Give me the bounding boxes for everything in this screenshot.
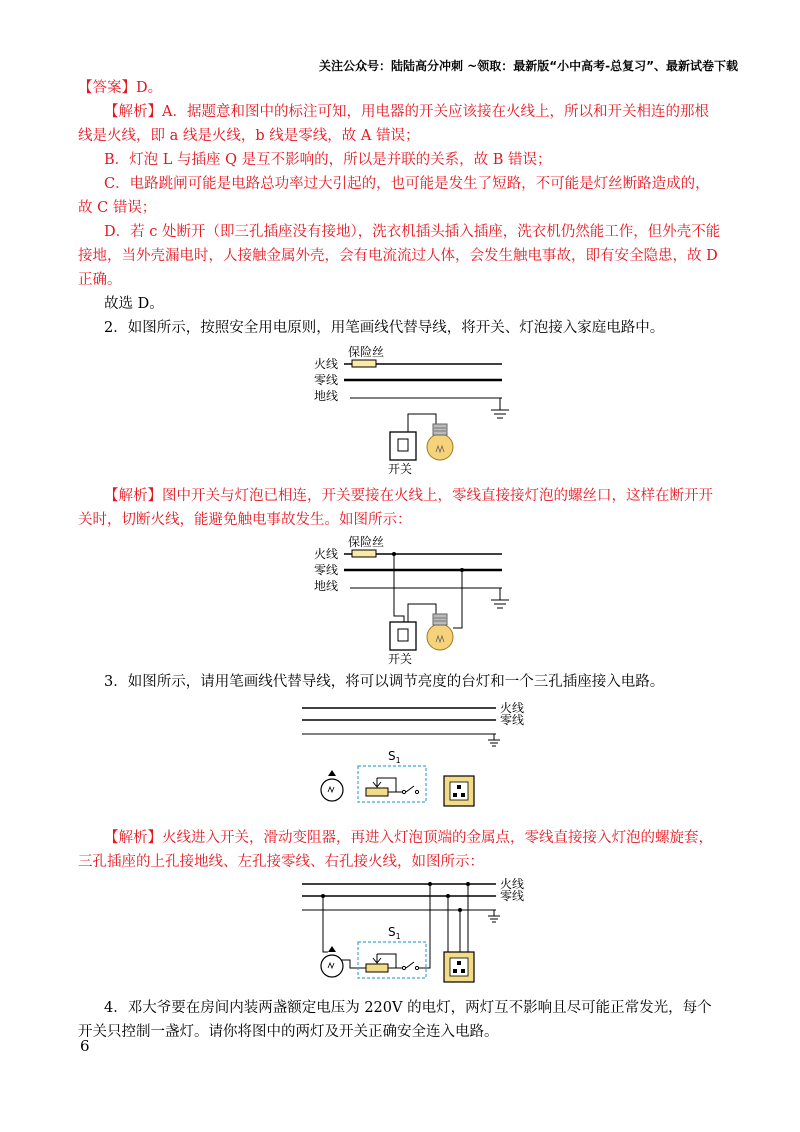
q3-question: 3．如图所示，请用笔画线代替导线，将可以调节亮度的台灯和一个三孔插座接入电路。 <box>104 674 665 690</box>
fuse-icon <box>352 550 376 557</box>
q1-analysis-a: 【解析】A．据题意和图中的标注可知，用电器的开关应该接在火线上，所以和开关相连的那根线是火线，即 a 线是火线，b 线是零线，故 A 错误； <box>78 104 709 144</box>
switch-icon <box>390 432 416 460</box>
three-hole-socket-icon <box>444 952 474 982</box>
q2a-neutral-label: 零线 <box>314 563 339 577</box>
switch-icon <box>390 622 416 650</box>
q1-analysis-b: B．灯泡 L 与插座 Q 是互不影响的，所以是并联的关系，故 B 错误； <box>104 152 552 168</box>
q3a-live-label: 火线 <box>500 877 525 891</box>
q3-analysis: 【解析】火线进入开关，滑动变阻器，再进入灯泡顶端的金属点，零线直接接入灯泡的螺旋套，三孔插座的上孔接地线、左孔接零线、右孔接火线，如图所示： <box>78 830 713 870</box>
q3-live-label: 火线 <box>500 701 525 715</box>
q3-circuit-figure <box>300 696 540 816</box>
q1-analysis-c: C．电路跳闸可能是电路总功率过大引起的，也可能是发生了短路，不可能是灯丝断路造成的，故 C 错误； <box>78 176 710 216</box>
q1-answer: 【答案】D。 <box>78 80 163 96</box>
q2-live-label: 火线 <box>314 357 339 371</box>
q1-conclusion: 故选 D。 <box>104 296 164 312</box>
rheostat-switch-icon <box>366 778 419 796</box>
q3-neutral-label: 零线 <box>500 713 525 727</box>
q3-answer-figure <box>300 872 540 992</box>
q2a-ground-label: 地线 <box>314 579 339 593</box>
lamp-icon <box>321 770 343 801</box>
page-header: 关注公众号：陆陆高分冲刺 ~领取：最新版“小中高考-总复习”、最新试卷下载 <box>319 59 738 73</box>
lamp-icon <box>321 946 343 977</box>
q3a-s1-label: $S_1$ <box>388 925 401 941</box>
q2a-switch-label: 开关 <box>388 652 413 666</box>
q2-analysis: 【解析】图中开关与灯泡已相连，开关要接在火线上，零线直接接灯泡的螺丝口，这样在断开开关时，切断火线，能避免触电事故发生。如图所示： <box>78 488 713 528</box>
q2-switch-label: 开关 <box>388 462 413 476</box>
q2-ground-label: 地线 <box>314 389 339 403</box>
rheostat-switch-icon <box>366 954 419 972</box>
q2-question: 2．如图所示，按照安全用电原则，用笔画线代替导线，将开关、灯泡接入家庭电路中。 <box>104 320 665 336</box>
q1-analysis-d: D．若 c 处断开（即三孔插座没有接地），洗衣机插头插入插座，洗衣机仍然能工作，但外壳不能接地，当外壳漏电时，人接触金属外壳，会有电流流过人体，会发生触电事故，即有安全隐患，故 D 正确。 <box>78 224 721 288</box>
q2a-fuse-label: 保险丝 <box>348 535 385 549</box>
fuse-icon <box>352 360 376 367</box>
light-bulb-icon <box>427 424 453 460</box>
three-hole-socket-icon <box>444 776 474 806</box>
q4-question: 4．邓大爷要在房间内装两盏额定电压为 220V 的电灯，两灯互不影响且尽可能正常发光，每个开关只控制一盏灯。请你将图中的两灯及开关正确安全连入电路。 <box>78 1000 712 1040</box>
q2-neutral-label: 零线 <box>314 373 339 387</box>
q2-fuse-label: 保险丝 <box>348 345 385 359</box>
q2-circuit-figure <box>300 342 530 477</box>
q3-s1-label: $S_1$ <box>388 749 401 765</box>
light-bulb-icon <box>427 614 453 650</box>
page-number: 6 <box>80 1037 90 1055</box>
q2-answer-figure <box>300 532 530 667</box>
q3a-neutral-label: 零线 <box>500 889 525 903</box>
q2a-live-label: 火线 <box>314 547 339 561</box>
